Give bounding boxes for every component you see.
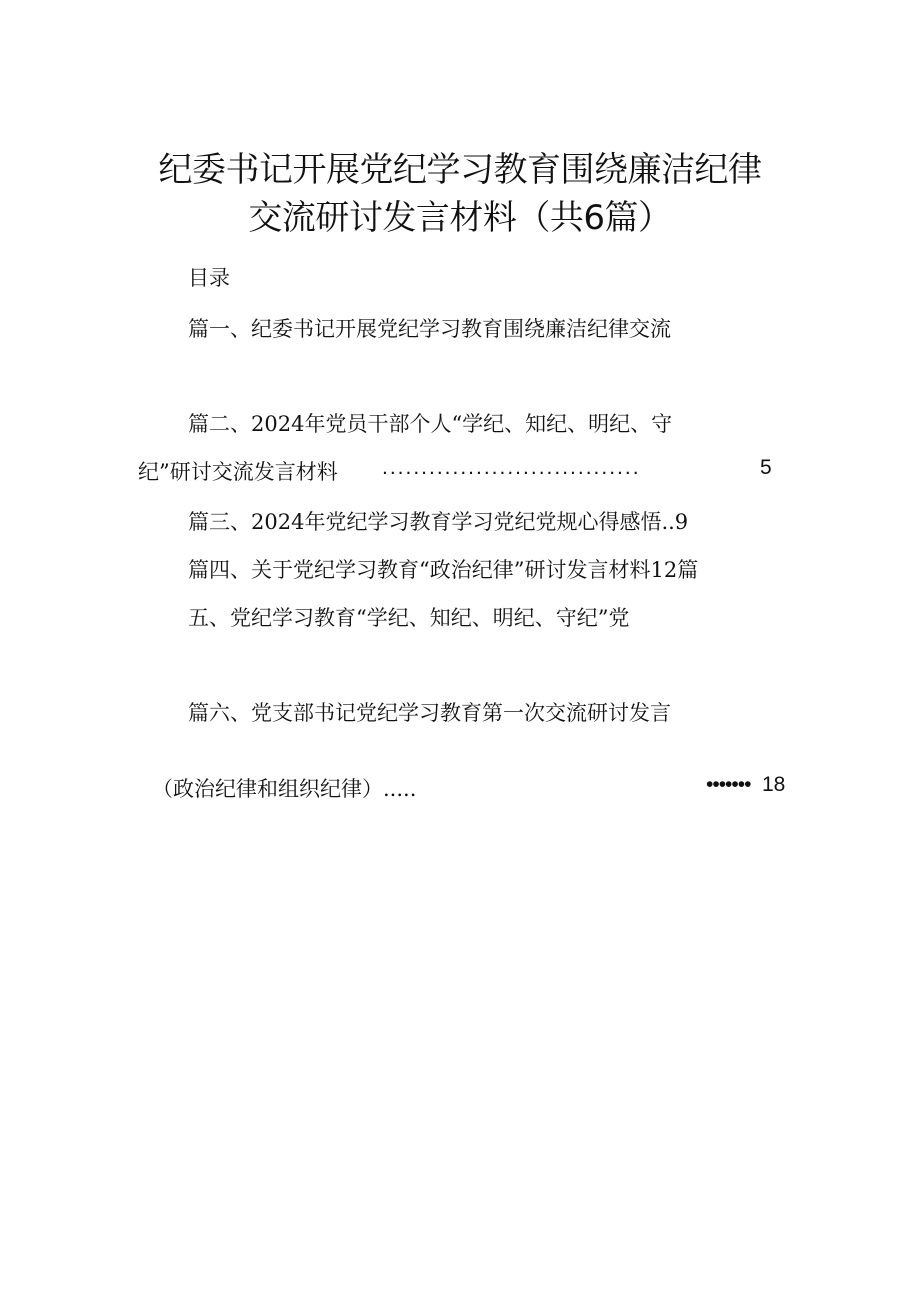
toc-entry-5: 五、党纪学习教育“学纪、知纪、明纪、守纪”党: [188, 606, 630, 630]
toc-entry-2-line-1: 篇二、2024年党员干部个人“学纪、知纪、明纪、守: [188, 412, 673, 436]
toc-entry-4: 篇四、关于党纪学习教育“政治纪律”研讨发言材料12篇: [188, 558, 699, 582]
toc-entry-2-leader: .................................: [382, 456, 641, 479]
document-title-line-2: 交流研讨发言材料（共6篇）: [248, 198, 672, 238]
toc-entry-6-line-1: 篇六、党支部书记党纪学习教育第一次交流研讨发言: [188, 701, 671, 725]
toc-heading: 目录: [188, 266, 230, 290]
toc-entry-6-leader: •••••••: [706, 773, 751, 796]
toc-entry-6-page: 18: [762, 773, 786, 796]
document-title-line-1: 纪委书记开展党纪学习教育围绕廉洁纪律: [158, 150, 762, 190]
toc-entry-1: 篇一、纪委书记开展党纪学习教育围绕廉洁纪律交流: [188, 317, 671, 341]
toc-entry-3: 篇三、2024年党纪学习教育学习党纪党规心得感悟..9: [188, 510, 689, 534]
toc-entry-2-line-2: 纪”研讨交流发言材料: [138, 460, 338, 484]
toc-entry-2-page: 5: [760, 456, 772, 479]
toc-entry-6-line-2: （政治纪律和组织纪律）.....: [152, 777, 417, 801]
